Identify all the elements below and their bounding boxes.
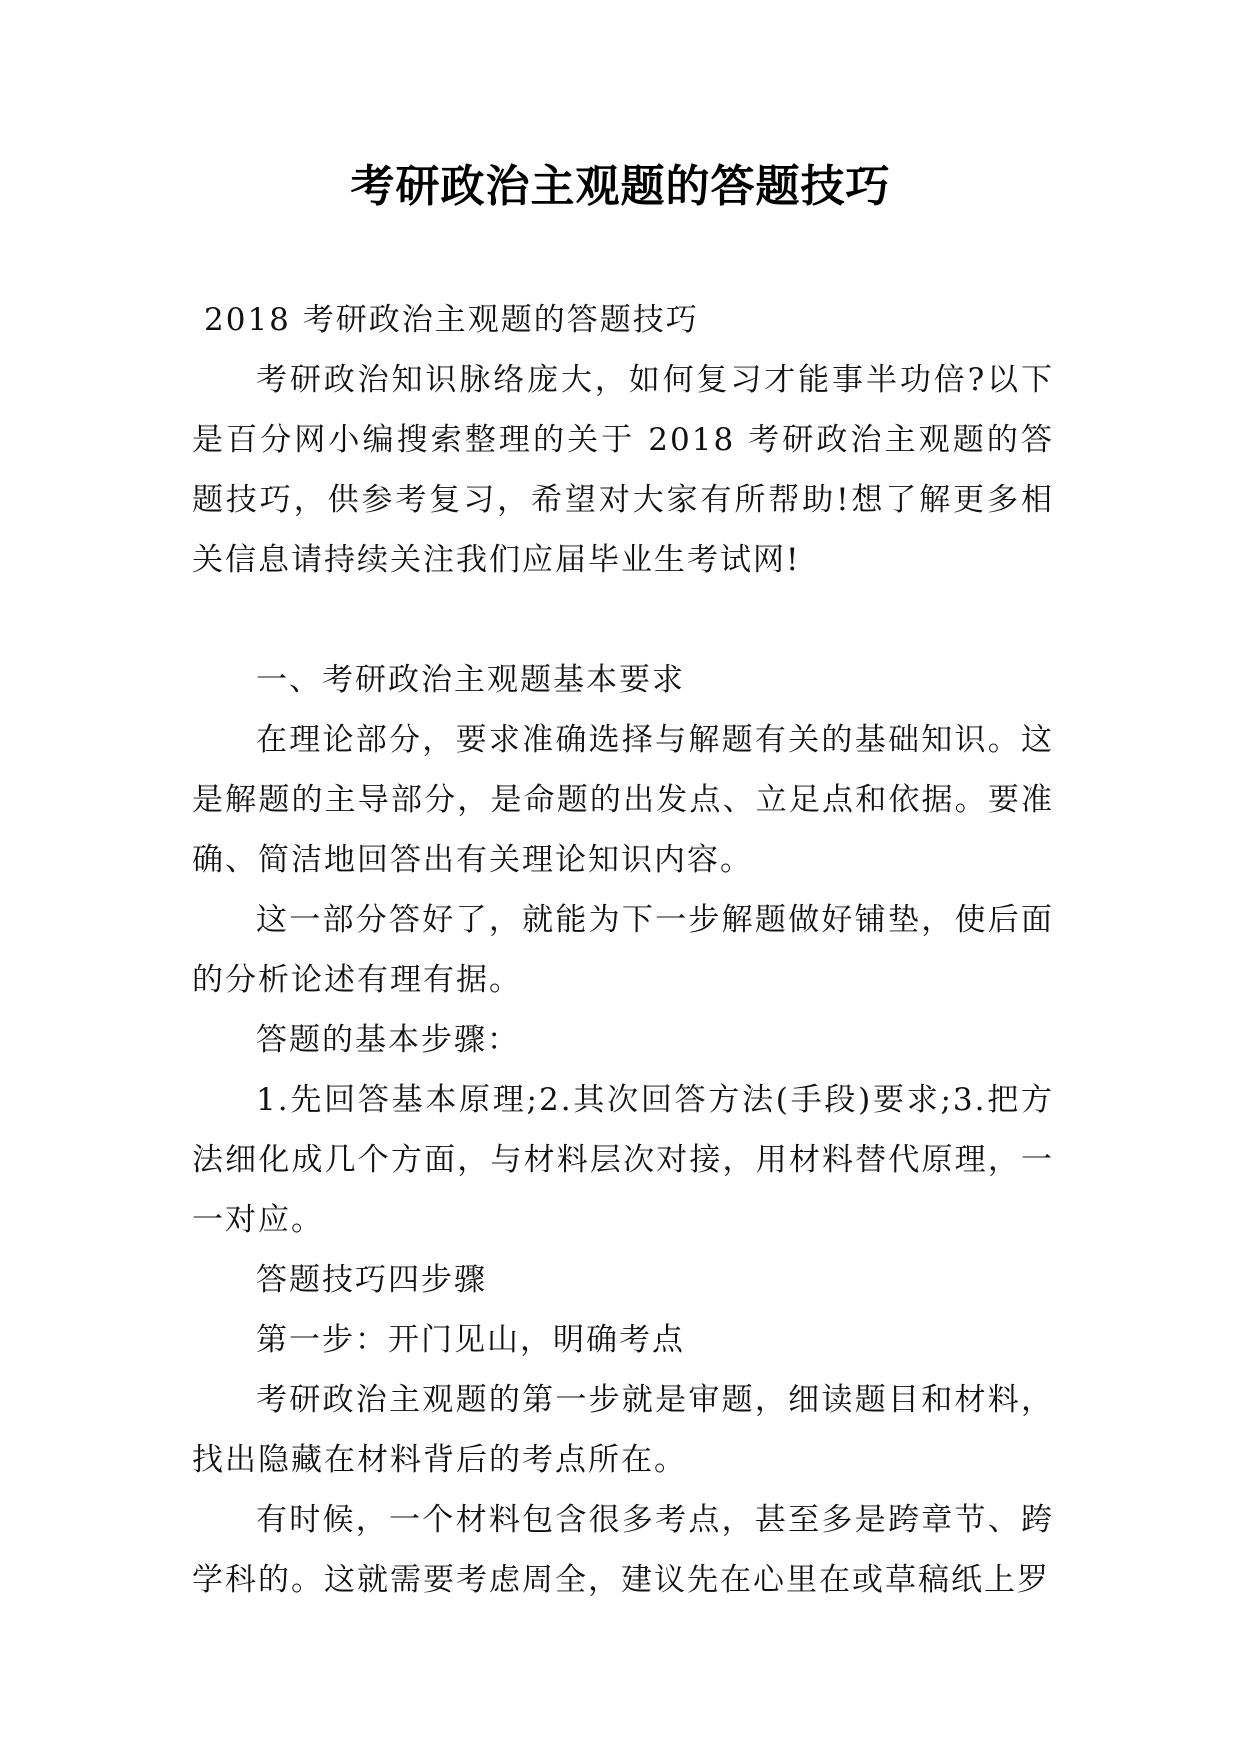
body-paragraph: 这一部分答好了，就能为下一步解题做好铺垫，使后面的分析论述有理有据。 — [192, 902, 1054, 998]
body-paragraph: 在理论部分，要求准确选择与解题有关的基础知识。这是解题的主导部分，是命题的出发点、立足点和依据。要准确、简洁地回答出有关理论知识内容。 — [192, 722, 1054, 878]
document-title: 考研政治主观题的答题技巧 — [350, 161, 891, 212]
document-body — [192, 290, 1054, 1610]
subsection-heading: 答题技巧四步骤 — [256, 1262, 487, 1298]
section-heading: 一、考研政治主观题基本要求 — [256, 662, 685, 698]
body-paragraph: 答题的基本步骤： — [256, 1022, 520, 1058]
document-subtitle: 2018 考研政治主观题的答题技巧 — [204, 302, 699, 338]
step-heading: 第一步：开门见山，明确考点 — [256, 1322, 685, 1358]
body-paragraph: 考研政治主观题的第一步就是审题，细读题目和材料，找出隐藏在材料背后的考点所在。 — [192, 1382, 1054, 1478]
body-paragraph: 1.先回答基本原理;2.其次回答方法(手段)要求;3.把方法细化成几个方面，与材料层次对接，用材料替代原理，一一对应。 — [192, 1082, 1054, 1238]
body-paragraph: 有时候，一个材料包含很多考点，甚至多是跨章节、跨学科的。这就需要考虑周全，建议先在心里在或草稿纸上罗 — [192, 1502, 1054, 1598]
intro-paragraph: 考研政治知识脉络庞大，如何复习才能事半功倍?以下是百分网小编搜索整理的关于 2018 考研政治主观题的答题技巧，供参考复习，希望对大家有所帮助!想了解更多相关信息请持续关注我们应届毕业生考试网! — [192, 362, 1054, 578]
